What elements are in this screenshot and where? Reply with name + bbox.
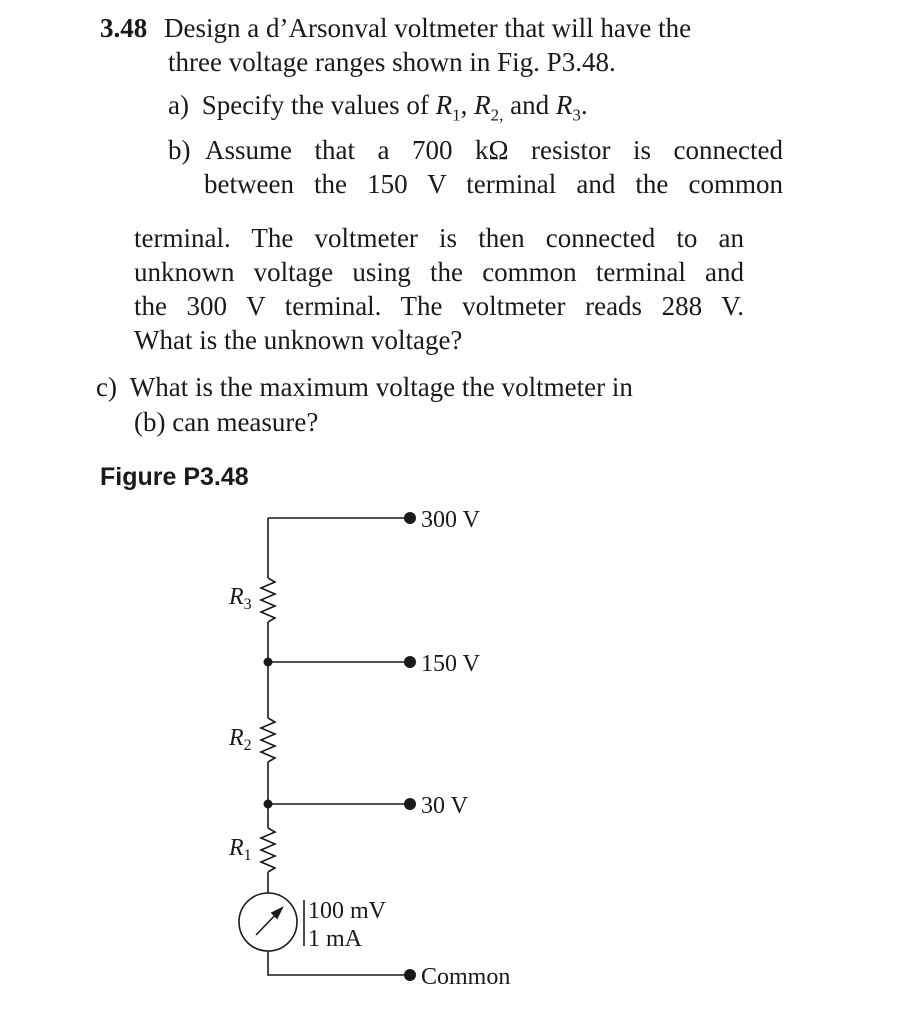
- resistor-r1: [261, 828, 275, 872]
- r3-symbol: R: [555, 90, 573, 120]
- part-a-end: .: [580, 90, 588, 120]
- r1-label: $R_1$: [229, 835, 252, 864]
- part-a-and: and: [510, 90, 550, 120]
- problem-number: 3.48: [100, 13, 148, 43]
- r2-subscript: 2,: [490, 105, 504, 125]
- part-b-line5: the 300 V terminal. The voltmeter reads 288 V.: [134, 291, 744, 321]
- problem-intro-text: Design a d’Arsonval voltmeter that will have the: [164, 13, 692, 43]
- resistor-r3: [261, 578, 275, 622]
- part-b-line3: terminal. The voltmeter is then connected to an: [134, 223, 744, 253]
- terminal-30v-dot: [404, 798, 416, 810]
- terminal-300v-label: 300 V: [421, 507, 480, 533]
- part-b-text1: Assume that a 700 kΩ resistor is connected: [205, 135, 783, 165]
- part-c-line2: (b) can measure?: [134, 407, 319, 437]
- r3-subscript: 3: [572, 105, 581, 125]
- part-a: a) Specify the values of $R_1$, $R_{2,}$ and $R_3$.: [168, 90, 588, 125]
- terminal-150v-label: 150 V: [421, 651, 480, 677]
- part-c-text1: What is the maximum voltage the voltmeter in: [129, 372, 633, 402]
- node-150v-junction: [264, 658, 273, 667]
- meter-current-rating: 1 mA: [308, 926, 362, 952]
- part-b-line4: unknown voltage using the common terminal and: [134, 257, 744, 287]
- terminal-common-dot: [404, 969, 416, 981]
- r1-subscript: 1: [452, 105, 461, 125]
- r1-symbol: R: [435, 90, 453, 120]
- terminal-300v-dot: [404, 512, 416, 524]
- problem-intro-line2: three voltage ranges shown in Fig. P3.48.: [168, 47, 616, 77]
- part-a-text: Specify the values of: [201, 90, 429, 120]
- meter-voltage-rating: 100 mV: [308, 898, 386, 924]
- figure-title: Figure P3.48: [100, 463, 249, 491]
- terminal-common-label: Common: [421, 964, 511, 990]
- r3-label: $R_3$: [229, 584, 252, 613]
- terminal-30v-label: 30 V: [421, 793, 468, 819]
- part-b-label: b): [168, 135, 191, 165]
- terminal-150v-dot: [404, 656, 416, 668]
- part-b-line6: What is the unknown voltage?: [134, 325, 463, 355]
- node-30v-junction: [264, 800, 273, 809]
- wire-meter-to-common: [268, 951, 405, 975]
- part-a-label: a): [168, 90, 189, 120]
- part-b-line2: between the 150 V terminal and the common: [204, 169, 783, 199]
- part-c-label: c): [96, 372, 117, 402]
- r2-symbol: R: [474, 90, 491, 120]
- r2-label: $R_2$: [229, 725, 252, 754]
- resistor-r2: [261, 718, 275, 762]
